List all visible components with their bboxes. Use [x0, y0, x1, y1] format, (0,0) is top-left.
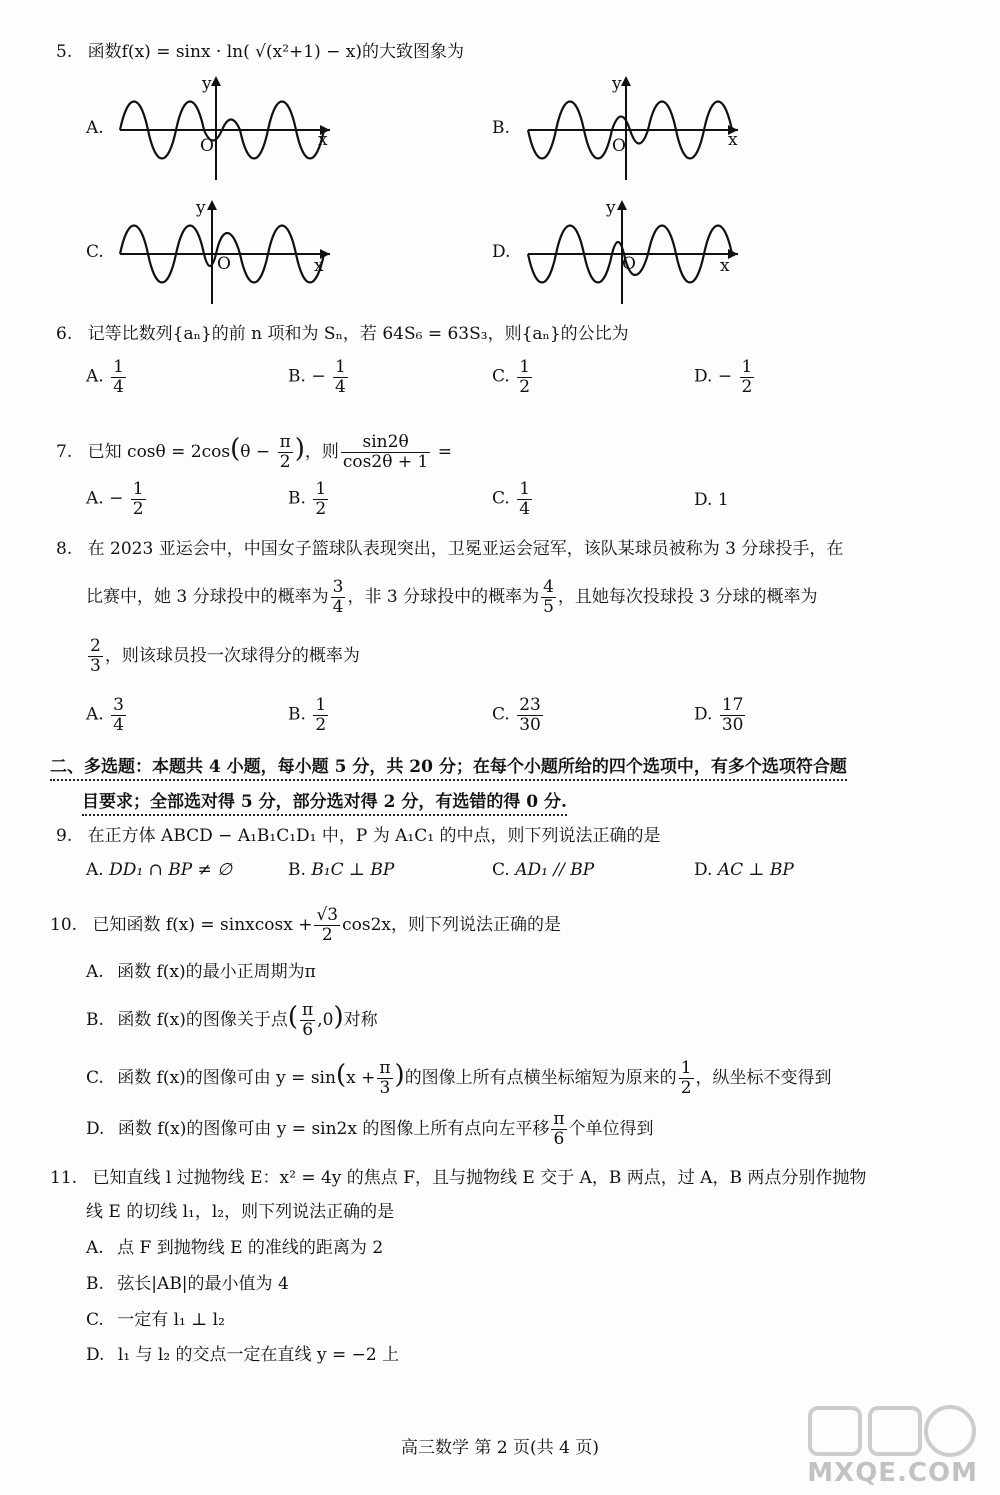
q11-number: 11. [50, 1168, 78, 1188]
q7-option-b: B. $\frac{1}{2}$ [288, 479, 327, 519]
q5-d-x-label: x [720, 256, 730, 276]
q5-d-origin: O [622, 254, 636, 274]
q8-option-b: B. $\frac{1}{2}$ [288, 695, 327, 735]
q5-b-y-label: y [612, 74, 622, 94]
section2-line1: 二、多选题：本题共 4 小题，每小题 5 分，共 20 分；在每个小题所给的四个选项中，有多个选项符合题 [50, 755, 847, 779]
q9-number: 9. [56, 826, 73, 846]
q11-line1: 11. 已知直线 l 过抛物线 E：x² = 4y 的焦点 F，且与抛物线 E 交于 A，B 两点，过 A，B 两点分别作抛物 [50, 1168, 867, 1188]
q5-graph-d [520, 196, 745, 308]
q10-stem-line: 10. 已知函数 f(x) = sinxcosx + $\frac{√3}{2}$ cos2x，则下列说法正确的是 [50, 905, 562, 945]
q6-option-c: C. $\frac{1}{2}$ [492, 357, 531, 397]
q5-b-origin: O [612, 136, 626, 156]
q5-graph-b [520, 72, 745, 184]
q6-option-d: D. − $\frac{1}{2}$ [694, 357, 753, 397]
q5-c-x-label: x [314, 256, 324, 276]
q7-option-c: C. $\frac{1}{4}$ [492, 479, 531, 519]
q10-number: 10. [50, 915, 78, 935]
q6-number: 6. [56, 324, 73, 344]
section2-line2: 目要求；全部选对得 5 分，部分选对得 2 分，有选错的得 0 分. [82, 790, 567, 814]
q5-a-x-label: x [318, 130, 328, 150]
q8-option-c: C. $\frac{23}{30}$ [492, 695, 541, 735]
q11-option-a: A. 点 F 到抛物线 E 的准线的距离为 2 [86, 1238, 384, 1258]
q9-option-b: B. B₁C ⊥ BP [288, 860, 395, 880]
q8-option-d: D. $\frac{17}{30}$ [694, 695, 744, 735]
q5-c-origin: O [217, 254, 231, 274]
q10-option-b: B. 函数 f(x)的图像关于点( $\frac{\pi}{6}$ ,0)对称 [86, 1000, 378, 1040]
q5-graph-a [112, 72, 342, 184]
q5-option-b-letter: B. [492, 118, 510, 138]
q11-option-d: D. l₁ 与 l₂ 的交点一定在直线 y = −2 上 [86, 1345, 400, 1365]
q11-option-b: B. 弦长|AB|的最小值为 4 [86, 1274, 289, 1294]
q9-option-d: D. AC ⊥ BP [694, 860, 794, 880]
q6-option-a: A. $\frac{1}{4}$ [86, 357, 124, 397]
q8-number: 8. [56, 539, 73, 559]
q10-option-c: C. 函数 f(x)的图像可由 y = sin(x + $\frac{\pi}{3}$ )的图像上所有点横坐标缩短为原来的 $\frac{1}{2}$ ，纵坐标不变得到 [86, 1058, 832, 1098]
q5-a-origin: O [200, 136, 214, 156]
q8-option-a: A. $\frac{3}{4}$ [86, 695, 124, 735]
q8-line2: 比赛中，她 3 分球投中的概率为 $\frac{3}{4}$ ，非 3 分球投中的概率为 $\frac{4}{5}$ ，且她每次投球投 3 分球的概率为 [86, 577, 818, 617]
q5-option-a-letter: A. [86, 118, 104, 138]
q5-d-y-label: y [606, 198, 616, 218]
page-footer: 高三数学 第 2 页(共 4 页) [401, 1438, 599, 1458]
q8-line1: 8. 在 2023 亚运会中，中国女子篮球队表现突出，卫冕亚运会冠军，该队某球员被称为 3 分球投手，在 [56, 539, 844, 559]
q10-option-a: A. 函数 f(x)的最小正周期为π [86, 962, 316, 982]
q9-stem-line: 9. 在正方体 ABCD − A₁B₁C₁D₁ 中，P 为 A₁C₁ 的中点，则下列说法正确的是 [56, 826, 661, 846]
watermark-text: MXQE.COM [807, 1458, 978, 1488]
q11-option-c: C. 一定有 l₁ ⊥ l₂ [86, 1310, 225, 1330]
q5-graph-c [112, 196, 342, 308]
q7-number: 7. [56, 442, 73, 462]
q9-option-c: C. AD₁ // BP [492, 860, 595, 880]
q10-option-d: D. 函数 f(x)的图像可由 y = sin2x 的图像上所有点向左平移 $\frac{\pi}{6}$ 个单位得到 [86, 1109, 654, 1149]
q8-line3: $\frac{2}{3}$ ，则该球员投一次球得分的概率为 [90, 636, 360, 676]
q7-stem-line: 7. 已知 cosθ = 2cos(θ − $\frac{\pi}{2}$ )，则 $\frac{\sin 2\theta}{\cos 2\theta + 1}$ = [56, 432, 452, 472]
q11-line2: 线 E 的切线 l₁，l₂，则下列说法正确的是 [86, 1202, 395, 1222]
q5-c-y-label: y [196, 198, 206, 218]
q5-number: 5. [56, 42, 73, 62]
q5-b-x-label: x [728, 130, 738, 150]
q6-stem-line [56, 322, 629, 346]
q7-option-a: A. − $\frac{1}{2}$ [86, 479, 144, 519]
q7-option-d: D. 1 [694, 490, 729, 510]
q6-option-b: B. − $\frac{1}{4}$ [288, 357, 346, 397]
q9-option-a: A. DD₁ ∩ BP ≠ ∅ [86, 860, 233, 880]
q5-a-y-label: y [202, 74, 212, 94]
q5-option-d-letter: D. [492, 242, 511, 262]
q5-stem: 函数f(x) = sinx · ln( √(x²+1) − x)的大致图象为 [87, 42, 464, 62]
q5-option-c-letter: C. [86, 242, 104, 262]
q5-stem-line [56, 40, 464, 64]
q6-stem: 记等比数列{aₙ}的前 n 项和为 Sₙ，若 64S₆ = 63S₃，则{aₙ}的公比为 [87, 324, 629, 344]
